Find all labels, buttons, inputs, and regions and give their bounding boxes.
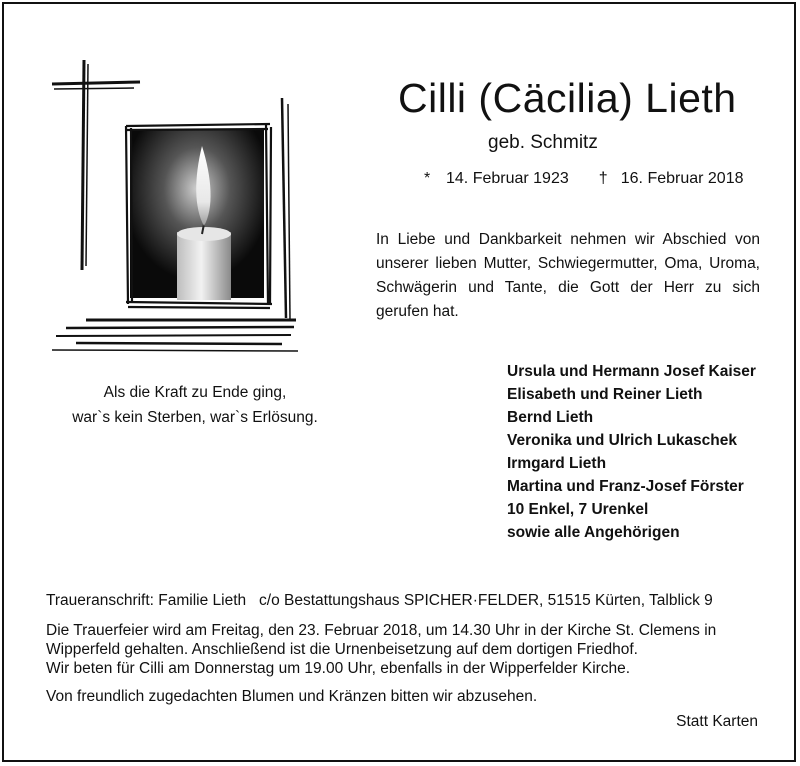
mourners-list [507,360,756,544]
mourner: Martina und Franz-Josef Förster [507,478,744,495]
candle-cross-illustration [46,58,306,358]
ceremony-info: Die Trauerfeier wird am Freitag, den 23. Februar 2018, um 14.30 Uhr in der Kirche St. Clemens in Wipperfeld gehalten. Anschließend ist die Urnenbeisetzung auf dem dortigen Friedhof. [46,622,717,658]
birth-name: geb. Schmitz [488,132,598,153]
quote-line: Als die Kraft zu Ende ging, [103,384,287,401]
statt-karten-note: Statt Karten [676,713,758,730]
life-dates [424,170,744,188]
candle-body [177,232,231,300]
mourner: Irmgard Lieth [507,455,607,472]
quote-line: war`s kein Sterben, war`s Erlösung. [72,409,318,426]
prayer-info: Wir beten für Cilli am Donnerstag um 19.00 Uhr, ebenfalls in der Wipperfelder Kirche. [46,660,631,677]
mourner: Elisabeth und Reiner Lieth [507,386,703,403]
birth-date: 14. Februar 1923 [446,170,569,187]
flowers-note: Von freundlich zugedachten Blumen und Kränzen bitten wir abzusehen. [46,688,538,705]
death-date: 16. Februar 2018 [620,170,744,187]
mourner: Veronika und Ulrich Lukaschek [507,432,737,449]
death-cross-icon: † [598,170,608,187]
mourner: Ursula und Hermann Josef Kaiser [507,363,756,380]
mourning-address: Traueranschrift: Familie Lieth c/o Bestattungshaus SPICHER·FELDER, 51515 Kürten, Talblick 9 [46,592,713,609]
memorial-quote [40,380,350,430]
deceased-name: Cilli (Cäcilia) Lieth [398,75,737,121]
farewell-text: In Liebe und Dankbarkeit nehmen wir Abschied von unserer lieben Mutter, Schwiegermutter, Oma, Uroma, Schwägerin und Tante, die Gott der Herr zu sich gerufen hat. [376,231,760,320]
mourner: Bernd Lieth [507,409,594,426]
mourner: 10 Enkel, 7 Urenkel [507,501,649,518]
funeral-details [46,591,766,706]
mourner: sowie alle Angehörigen [507,524,680,541]
birth-star-icon: * [424,170,431,187]
